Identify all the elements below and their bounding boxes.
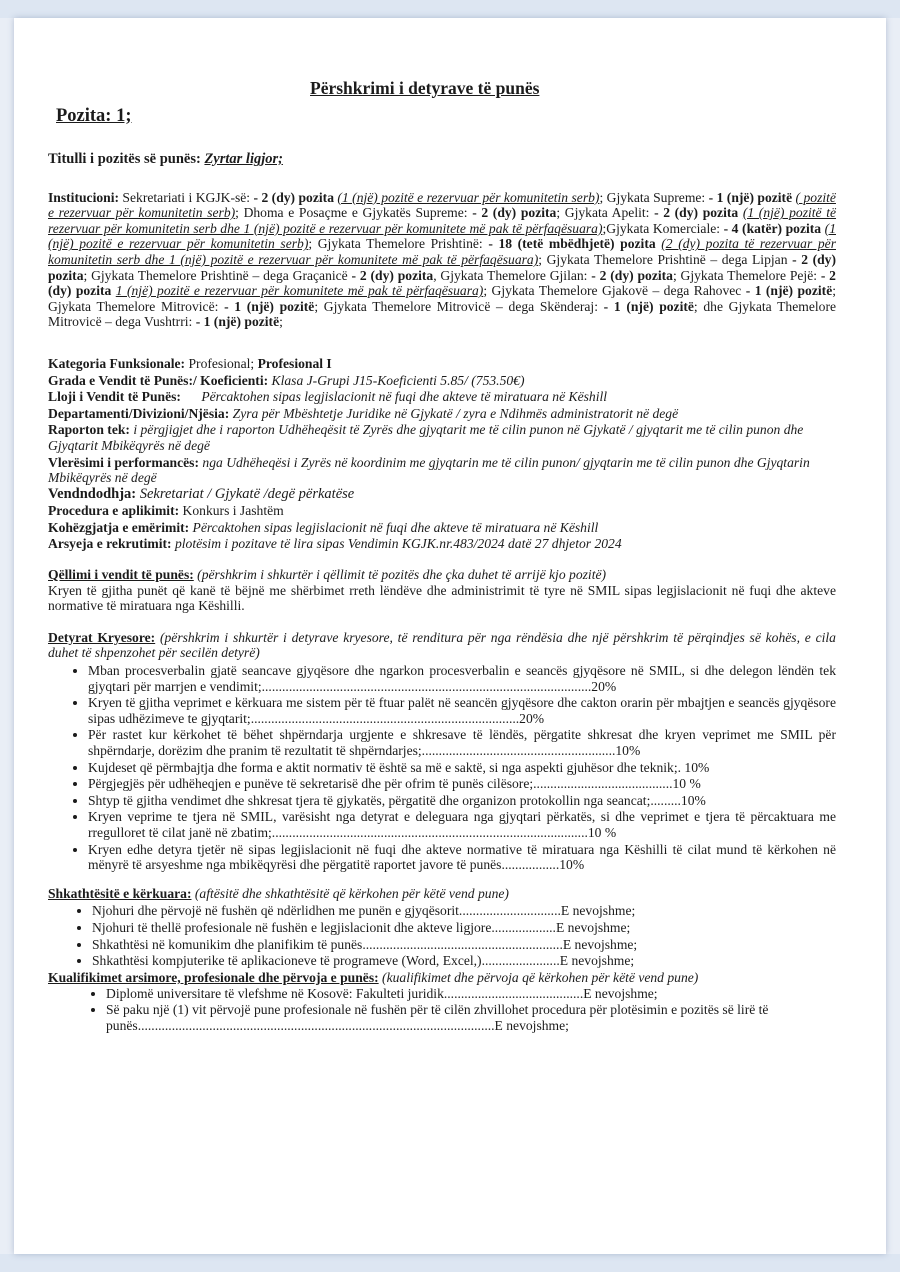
kategoria-level: Profesional I [257, 355, 332, 371]
grada-row [48, 373, 836, 389]
departamenti-label: Departamenti/Divizioni/Njësia: [48, 405, 230, 421]
inst-reserved: (1 (një) pozitë e rezervuar për komunitetin serb) [48, 220, 836, 252]
lloji-label: Lloji i Vendit të Punës: [48, 389, 181, 405]
list-item: • Për rastet kur kërkohet të bëhet shpërndarja urgjente e shkresave të lëndës, përgatite shkresat dhe kryen veprimet me SMIL për shpërndarje, dorëzim dhe pranim të rezultatit të shpërndarjes;.........................................................10% [88, 727, 836, 758]
list-item: • Kujdeset që përmbajtja dhe forma e aktit normativ të është sa më e saktë, si nga aspekti gjuhësor dhe teknik;. 10% [88, 760, 836, 776]
inst-count: - 2 (dy) pozita [654, 205, 739, 221]
kategoria-label: Kategoria Funksionale: [48, 355, 186, 371]
lloji-value: Përcaktohen sipas legjislacionit në fuqi dhe akteve të miratuara në Këshill [201, 389, 608, 405]
titulli-value: Zyrtar ligjor; [204, 151, 283, 167]
inst-text: Sekretariati i KGJK-së: [119, 189, 254, 205]
vleresimi-label: Vlerësimi i performancës: [48, 454, 199, 470]
inst-count: - 2 (dy) pozita [253, 189, 334, 205]
kualifikimet-hint: (kualifikimet dhe përvoja që kërkohen për këtë vend pune) [378, 969, 699, 985]
inst-count: - 1 (një) pozitë [708, 189, 793, 205]
arsyeja-label: Arsyeja e rekrutimit: [48, 536, 172, 552]
institucioni-label: Institucioni: [48, 189, 120, 205]
departamenti-value: Zyra për Mbështetje Juridike në Gjykatë / zyra e Ndihmës administratorit në degë [229, 405, 679, 421]
kohezgjatja-label: Kohëzgjatja e emërimit: [48, 519, 190, 535]
raporton-label: Raporton tek: [48, 422, 130, 438]
kategoria-value: Profesional; [185, 355, 258, 371]
inst-text: ; Gjykata Themelore Gjakovë – dega Rahovec [483, 283, 746, 299]
qellimi-heading: Qëllimi i vendit të punës: [48, 567, 194, 583]
inst-count: - 2 (dy) pozita [48, 267, 836, 299]
list-item: • Kryen të gjitha veprimet e kërkuara me sistem për të ftuar palët në seancën gjyqësore dhe cakton orarin për mbajtjen e seancës gjyqësore sipas udhëzimeve te gjyqtarit;...............................................................................20% [88, 695, 836, 726]
inst-text: ; Gjykata Themelore Pejë: [672, 267, 821, 283]
detyrat-hint: (përshkrim i shkurtër i detyrave kryesore, të renditura për nga rëndësia dhe një përshkrim të përqindjes së kohës, e cila duhet të shpenzohet për secilën detyrë) [48, 629, 836, 661]
grada-label: Grada e Vendit të Punës:/ Koeficienti: [48, 372, 269, 388]
vleresimi-row [48, 455, 836, 486]
kohezgjatja-value: Përcaktohen sipas legjislacionit në fuqi dhe akteve të miratuara në Këshill [189, 519, 599, 535]
arsyeja-row [48, 536, 836, 552]
list-item: • Kryen edhe detyra tjetër në sipas legjislacionit në fuqi dhe akteve normative të miratuara nga Këshilli të cilat mund të kërkohen në mënyrë të arsyeshme nga mbikëqyrësi dhe përgatitë raportet javore të punës.................10% [88, 842, 836, 873]
shkathtesite-hint: (aftësitë dhe shkathtësitë që kërkohen për këtë vend pune) [191, 885, 509, 901]
kualifikimet-list [48, 986, 836, 1033]
procedura-row [48, 503, 836, 519]
arsyeja-value: plotësim i pozitave të lira sipas Vendimin KGJK.nr.483/2024 datë 27 dhjetor 2024 [171, 536, 622, 552]
list-item: • Përgjegjës për udhëheqjen e punëve të sekretarisë dhe për ofrim të punës cilësore;.........................................10 % [88, 776, 836, 792]
kualifikimet-heading: Kualifikimet arsimore, profesionale dhe përvoja e punës: [48, 969, 379, 985]
position-meta [48, 356, 836, 552]
procedura-value: Konkurs i Jashtëm [179, 503, 284, 519]
inst-text: ; Gjykata Themelore Prishtinë: [308, 236, 489, 252]
scan-bottom-margin [0, 1254, 900, 1272]
scan-top-margin [0, 0, 900, 18]
vendndodhja-value: Sekretariat / Gjykatë /degë përkatëse [136, 485, 355, 502]
document-title: Përshkrimi i detyrave të punës [310, 78, 540, 98]
vleresimi-value: nga Udhëheqësi i Zyrës në koordinim me gjyqtarin me të cilin punon/ gjyqtarin me të cilin punon dhe Gjyqtarin Mbikëqyrës në degë [48, 454, 810, 486]
titulli-label: Titulli i pozitës së punës: [48, 151, 201, 167]
inst-reserved: (1 (një) pozitë të rezervuar për komunitetin serb dhe 1 (një) pozitë e rezervuar për komunitete më pak të përfaqësuara) [48, 205, 837, 236]
list-item: • Kryen veprime te tjera në SMIL, varësisht nga detyrat e deleguara nga gjyqtari përkatës, si dhe veprimet e tjera të përcaktuara me rregulloret të cilat janë në zbatim;.............................................................................................10 % [88, 809, 836, 840]
inst-text: ; Dhoma e Posaçme e Gjykatës Supreme: [235, 205, 473, 221]
procedura-label: Procedura e aplikimit: [48, 503, 180, 519]
inst-count: - 1 (një) pozitë [224, 298, 315, 314]
inst-text: ; Gjykata Apelit: [556, 205, 655, 221]
inst-reserved: (1 (një) pozitë e rezervuar për komunitetin serb) [337, 189, 600, 205]
inst-count: - 4 (katër) pozita [723, 220, 822, 236]
inst-reserved: (2 (dy) pozita të rezervuar për komunitetin serb dhe 1 (një) pozitë e rezervuar për komunitete më pak të përfaqësuara) [48, 236, 836, 267]
inst-count: - 18 (tetë mbëdhjetë) pozita [488, 236, 656, 252]
list-item: • Njohuri të thellë profesionale në fushën e legjislacionit dhe akteve ligjore...................E nevojshme; [92, 920, 836, 936]
detyrat-heading: Detyrat Kryesore: [48, 629, 156, 645]
titulli-row [48, 152, 836, 168]
qellimi-hint: (përshkrim i shkurtër i qëllimit të pozitës dhe çka duhet të arrijë kjo pozitë) [193, 567, 607, 583]
list-item: • Mban procesverbalin gjatë seancave gjyqësore dhe ngarkon procesverbalin e seancës gjyqësore në SMIL, si dhe delegon lëndën tek gjyqtari për marrjen e vendimit;.................................................................................................20% [88, 663, 836, 694]
shkathtesite-heading: Shkathtësitë e kërkuara: [48, 885, 192, 901]
inst-text: ; Gjykata Themelore Prishtinë – dega Lipjan [538, 251, 793, 267]
vendndodhja-row [48, 487, 836, 503]
shkathtesite-list [48, 903, 836, 968]
kohezgjatja-row [48, 520, 836, 536]
document-body [48, 74, 836, 1033]
inst-count: - 2 (dy) pozita [591, 267, 673, 283]
list-item: • Shkathtësi në komunikim dhe planifikim të punës...........................................................E nevojshme; [92, 937, 836, 953]
inst-count: - 1 (një) pozitë [195, 314, 280, 330]
departamenti-row [48, 406, 836, 422]
lloji-row [48, 389, 836, 405]
raporton-value: i përgjigjet dhe i raporton Udhëheqësit të Zyrës dhe gjyqtarit me të cilin punon në Gjykatë / gjyqtarit me të cilin punon dhe Gjyqtarit Mbikëqyrës në degë [48, 422, 804, 453]
inst-text: ;Gjykata Komerciale: [602, 220, 724, 236]
inst-text: ; [279, 314, 283, 330]
grada-value: Klasa J-Grupi J15-Koeficienti 5.85/ (753.50€) [268, 372, 525, 388]
shkathtesite-heading-row [48, 886, 836, 902]
list-item: • Së paku një (1) vit përvojë pune profesionale në fushën për të cilën zhvillohet procedura për plotësimin e pozitës së lirë të punës.........................................................................................................E nevojshme; [106, 1002, 836, 1033]
inst-count: - 1 (një) pozitë [745, 283, 833, 299]
vendndodhja-label: Vendndodhja: [48, 485, 137, 502]
inst-count: - 2 (dy) pozita [351, 267, 434, 283]
kualifikimet-heading-row [48, 970, 836, 986]
institucioni-paragraph [48, 190, 836, 330]
list-item: • Njohuri dhe përvojë në fushën që ndërlidhen me punën e gjyqësorit..............................E nevojshme; [92, 903, 836, 919]
list-item: • Shtyp të gjitha vendimet dhe shkresat tjera të gjykatës, përgatitë dhe organizon protokollin nga seancat;.........10% [88, 793, 836, 809]
inst-text: ; Gjykata Supreme: [599, 189, 709, 205]
list-item: • Diplomë universitare të vlefshme në Kosovë: Fakulteti juridik.........................................E nevojshme; [106, 986, 836, 1002]
qellimi-heading-row [48, 567, 836, 583]
kategoria-row [48, 356, 836, 372]
qellimi-text: Kryen të gjitha punët që kanë të bëjnë me shërbimet rreth lëndëve dhe administrimit të tyre në SMIL sipas legjislacionit në fuqi dhe akteve normative të miratuara nga Këshilli. [48, 582, 836, 614]
inst-count: - 1 (një) pozitë [603, 298, 694, 314]
detyrat-list [48, 663, 836, 873]
inst-text: , Gjykata Themelore Gjilan: [433, 267, 592, 283]
inst-reserved: 1 (një) pozitë e rezervuar për komunitete më pak të përfaqësuara) [115, 283, 484, 299]
inst-text: ; dhe Gjykata Themelore Mitrovicë – dega Vushtrri: [48, 298, 837, 330]
inst-count: - 2 (dy) pozita [472, 205, 557, 221]
pozita-heading: Pozita: 1; [56, 106, 132, 126]
raporton-row [48, 422, 836, 453]
list-item: • Shkathtësi kompjuterike të aplikacioneve të programeve (Word, Excel,).......................E nevojshme; [92, 953, 836, 969]
inst-text: ; Gjykata Themelore Prishtinë – dega Graçanicë [83, 267, 352, 283]
inst-count: - 2 (dy) pozita [48, 251, 836, 283]
detyrat-heading-row [48, 630, 836, 661]
inst-text: ; Gjykata Themelore Mitrovicë – dega Skënderaj: [314, 298, 604, 314]
inst-text: ; Gjykata Themelore Mitrovicë: [48, 283, 837, 314]
inst-reserved: ( pozitë e rezervuar për komunitetin serb) [48, 189, 836, 221]
